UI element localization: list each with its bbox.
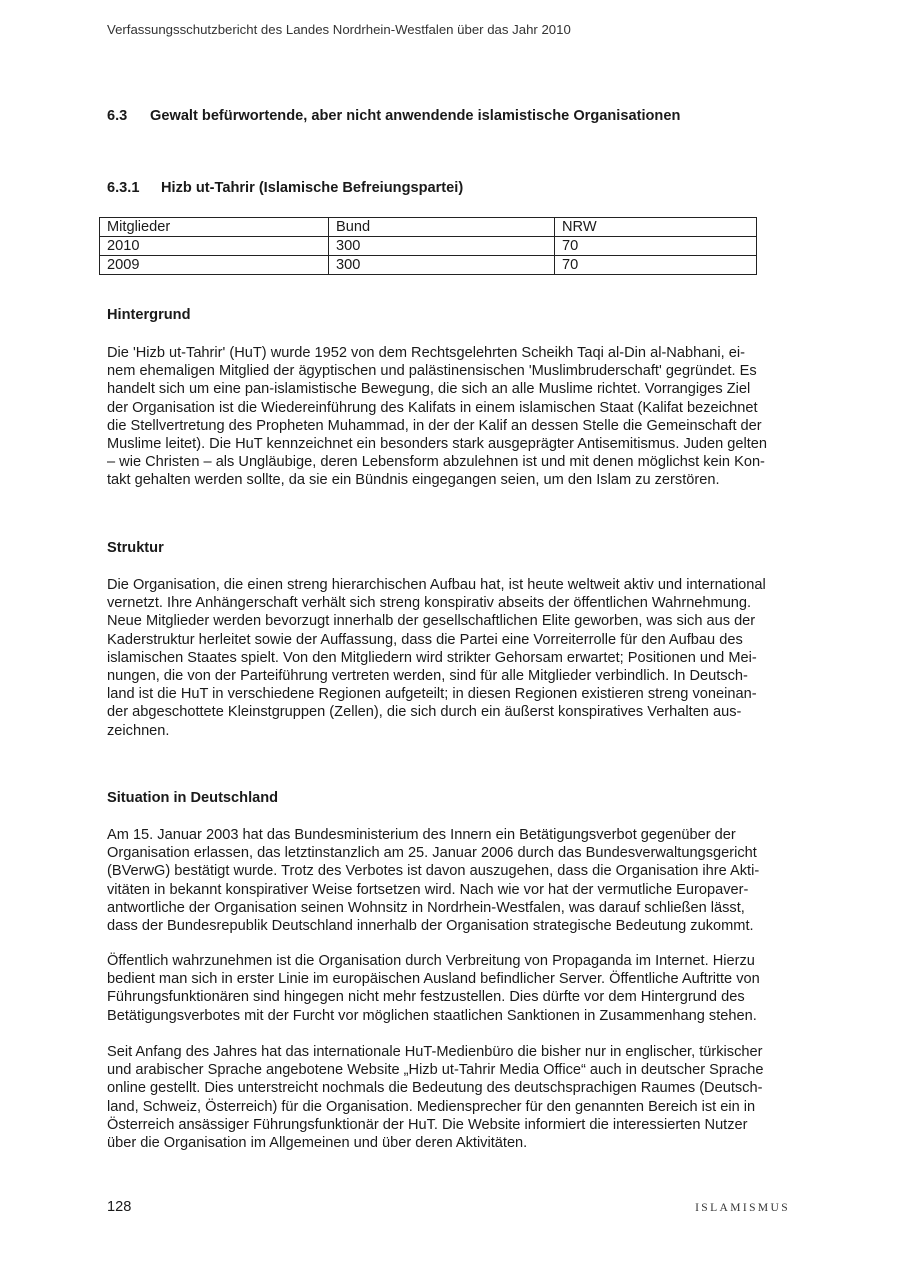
text-line: (BVerwG) bestätigt wurde. Trotz des Verbotes ist davon auszugehen, dass die Organisation ihre Akti- xyxy=(107,863,760,880)
table-header-cell: Bund xyxy=(329,218,555,237)
section-number: 6.3 xyxy=(107,108,128,124)
running-header: Verfassungsschutzbericht des Landes Nordrhein-Westfalen über das Jahr 2010 xyxy=(107,22,571,37)
text-line: takt gehalten werden sollte, da sie ein Bündnis eingegangen seien, um den Islam zu zerstören. xyxy=(107,472,720,489)
hintergrund-paragraph xyxy=(107,344,797,490)
text-line: die Stellvertretung des Propheten Muhammad, in der der Kalif an dessen Stelle die Gemeinschaft der xyxy=(107,417,762,434)
text-line: nem ehemaligen Mitglied der ägyptischen und palästinensischen 'Muslimbruderschaft' gegründet. Es xyxy=(107,363,757,380)
situation-heading: Situation in Deutschland xyxy=(107,790,279,806)
section-title: Gewalt befürwortende, aber nicht anwendende islamistische Organisationen xyxy=(150,108,681,124)
page-number: 128 xyxy=(107,1199,132,1215)
text-line: Öffentlich wahrzunehmen ist die Organisation durch Verbreitung von Propaganda im Internet. Hierzu xyxy=(107,953,755,969)
text-line: vitäten in bekannt konspirativer Weise fortsetzen wird. Nach wie vor hat der vermutliche Europaver- xyxy=(107,881,749,898)
table-header-row xyxy=(100,218,757,237)
text-line: und arabischer Sprache angebotene Website „Hizb ut-Tahrir Media Office“ auch in deutscher Sprache xyxy=(107,1062,764,1079)
struktur-heading: Struktur xyxy=(107,540,164,556)
table-cell: 2009 xyxy=(100,256,329,275)
text-line: Seit Anfang des Jahres hat das internationale HuT-Medienbüro die bisher nur in englischer, türkischer xyxy=(107,1044,763,1060)
text-line: über die Organisation im Allgemeinen und über deren Aktivitäten. xyxy=(107,1135,528,1152)
text-line: der abgeschottete Kleinstgruppen (Zellen), die sich durch ein äußerst konspiratives Verhalten aus- xyxy=(107,704,742,721)
table-cell: 2010 xyxy=(100,237,329,256)
text-line: – wie Christen – als Ungläubige, deren Lebensform abzulehnen ist und mit denen möglichst kein Kon- xyxy=(107,454,765,471)
text-line: land, Schweiz, Österreich) für die Organisation. Mediensprecher für den genannten Bereich ist ein in xyxy=(107,1098,756,1115)
text-line: islamischen Staates spielt. Von den Mitgliedern wird strikter Gehorsam erwartet; Positionen und Mei- xyxy=(107,649,757,666)
table-cell: 70 xyxy=(555,256,757,275)
text-line: Österreich ansässiger Führungsfunktionär der HuT. Die Website informiert die interessierten Nutzer xyxy=(107,1116,748,1133)
footer-section-label: ISLAMISMUS xyxy=(695,1202,790,1214)
subsection-title: Hizb ut-Tahrir (Islamische Befreiungspartei) xyxy=(161,180,464,196)
subsection-number: 6.3.1 xyxy=(107,180,140,196)
table-row xyxy=(100,256,757,275)
text-line: Organisation erlassen, das letztinstanzlich am 25. Januar 2006 durch das Bundesverwaltungsgericht xyxy=(107,845,757,862)
text-line: Führungsfunktionären sind hingegen nicht mehr festzustellen. Dies dürfte vor dem Hintergrund des xyxy=(107,989,745,1006)
members-table xyxy=(99,217,757,275)
text-line: antwortliche der Organisation seinen Wohnsitz in Nordrhein-Westfalen, was darauf schließen lässt, xyxy=(107,899,745,916)
struktur-paragraph xyxy=(107,576,797,740)
situation-paragraph-3 xyxy=(107,1043,797,1152)
table-header-cell: Mitglieder xyxy=(100,218,329,237)
text-line: nungen, die von der Parteiführung vertreten werden, sind für alle Mitglieder verbindlich. In Deutsch- xyxy=(107,668,748,685)
subsection-heading xyxy=(107,180,463,196)
text-line: Am 15. Januar 2003 hat das Bundesministerium des Innern ein Betätigungsverbot gegenüber der xyxy=(107,827,736,843)
text-line: Die Organisation, die einen streng hierarchischen Aufbau hat, ist heute weltweit aktiv und international xyxy=(107,577,766,593)
situation-paragraph-2 xyxy=(107,952,797,1025)
table-header-cell: NRW xyxy=(555,218,757,237)
situation-paragraph-1 xyxy=(107,826,797,935)
text-line: Die 'Hizb ut-Tahrir' (HuT) wurde 1952 von dem Rechtsgelehrten Scheikh Taqi al-Din al-Nabhani, ei- xyxy=(107,345,745,361)
text-line: dass der Bundesrepublik Deutschland innerhalb der Organisation strategische Bedeutung zukommt. xyxy=(107,918,754,935)
text-line: Betätigungsverbotes mit der Furcht vor möglichen staatlichen Sanktionen in Zusammenhang stehen. xyxy=(107,1007,757,1024)
text-line: land ist die HuT in verschiedene Regionen aufgeteilt; in diesen Regionen existieren streng voneinan- xyxy=(107,686,757,703)
table-row xyxy=(100,237,757,256)
text-line: Kaderstruktur herleitet sowie der Auffassung, dass die Partei eine Vorreiterrolle für den Aufbau des xyxy=(107,631,743,648)
section-heading xyxy=(107,108,680,124)
table-cell: 300 xyxy=(329,256,555,275)
table-cell: 300 xyxy=(329,237,555,256)
text-line: Neue Mitglieder werden bevorzugt innerhalb der gesellschaftlichen Elite geworben, was sich aus der xyxy=(107,613,756,630)
text-line: vernetzt. Ihre Anhängerschaft verhält sich streng konspirativ abseits der öffentlichen Wahrnehmung. xyxy=(107,595,752,612)
text-line: handelt sich um eine pan-islamistische Bewegung, die sich an alle Muslime richtet. Vorrangiges Ziel xyxy=(107,381,751,398)
text-line: der Organisation ist die Wiedereinführung des Kalifats in einem islamischen Staat (Kalifat bezeichnet xyxy=(107,399,758,416)
text-line: online gestellt. Dies unterstreicht nochmals die Bedeutung des deutschsprachigen Raumes (Deutsch- xyxy=(107,1080,763,1097)
text-line: Muslime leitet). Die HuT kennzeichnet ein besonders stark ausgeprägter Antisemitismus. Juden gelten xyxy=(107,436,768,453)
text-line: zeichnen. xyxy=(107,722,170,739)
table-cell: 70 xyxy=(555,237,757,256)
text-line: bedient man sich in erster Linie im europäischen Ausland befindlicher Server. Öffentliche Auftritte von xyxy=(107,971,760,988)
hintergrund-heading: Hintergrund xyxy=(107,307,191,323)
